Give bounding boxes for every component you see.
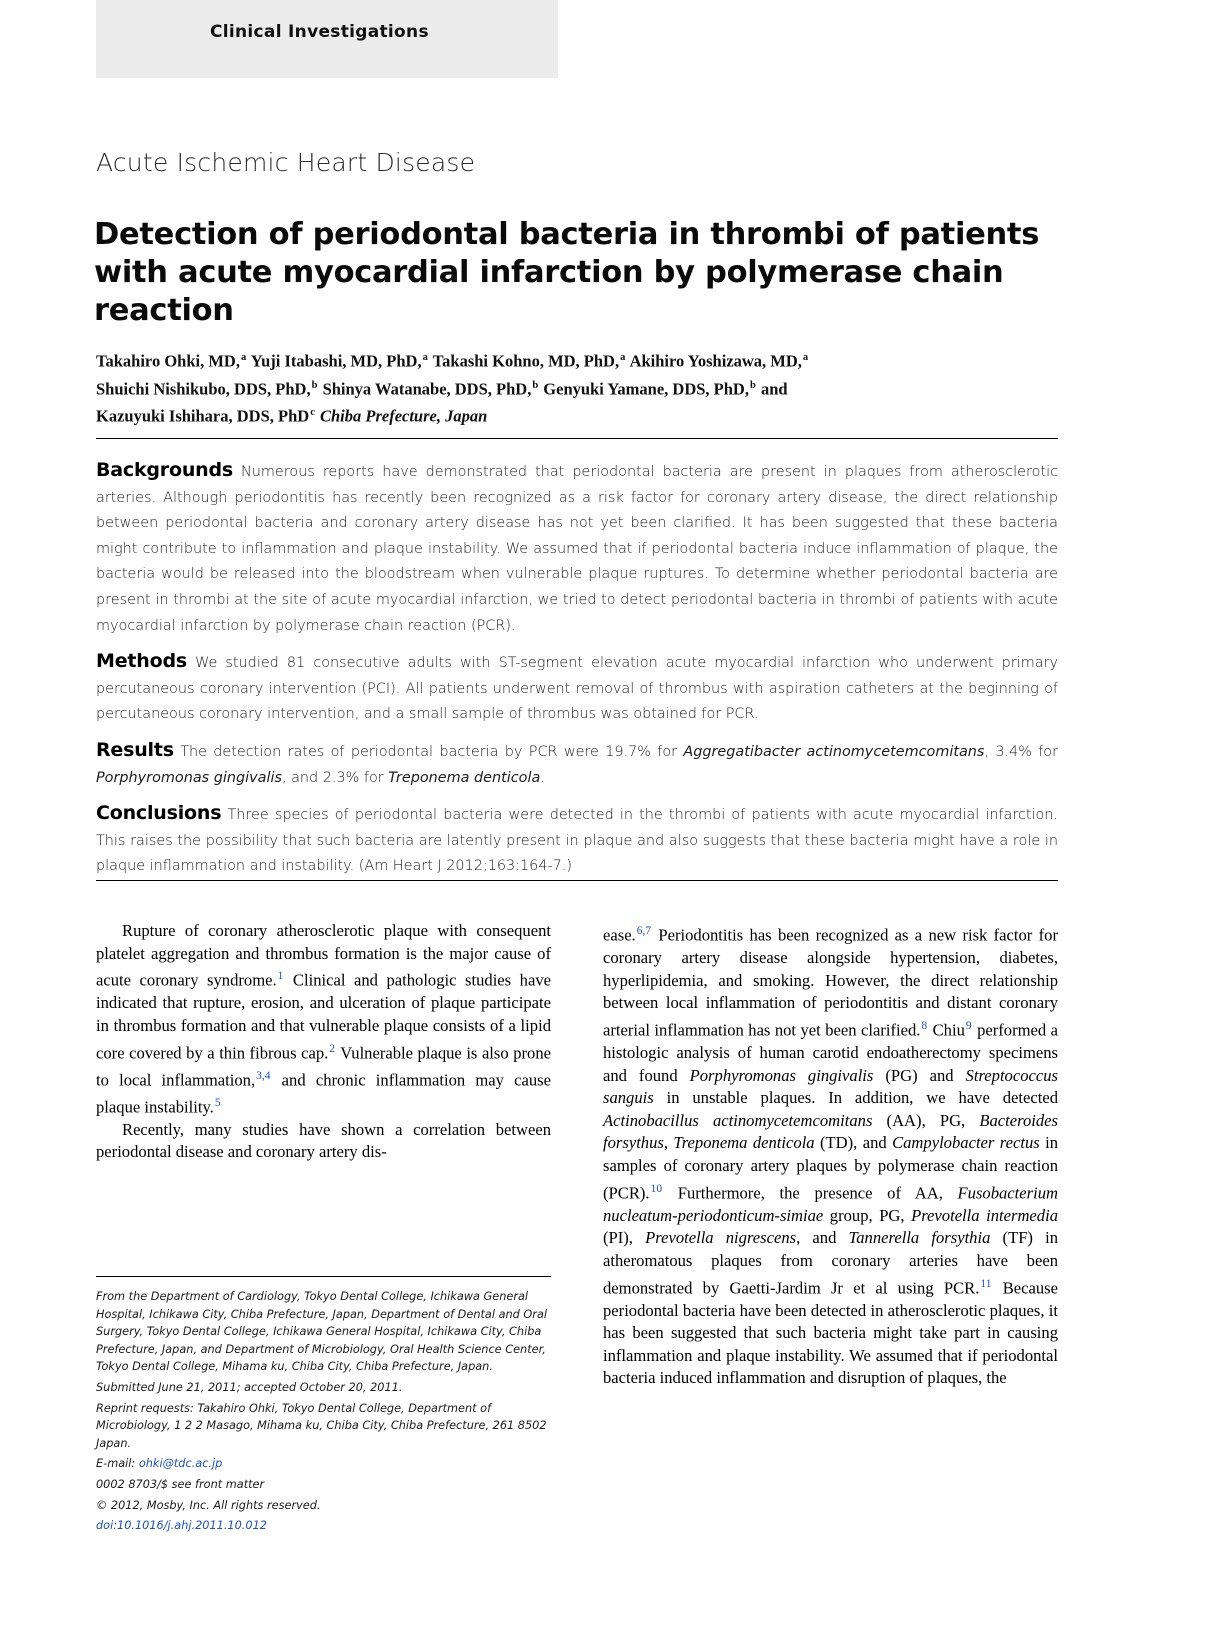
footnote-reprint: Reprint requests: Takahiro Ohki, Tokyo Dental College, Department of Microbiology, 1 2 2 Masago, Mihama ku, Chiba City, Chiba Prefecture, 261 8502 Japan. [96,1401,547,1450]
author-line-3: Kazuyuki Ishihara, DDS, PhD$^c$ Chiba Prefecture, Japan [96,406,488,426]
body-paragraph-2: Recently, many studies have shown a correlation between periodontal disease and coronary artery dis- [96,1119,551,1162]
abstract-conclusions-heading: Conclusions [96,802,222,825]
author-location: Chiba Prefecture, Japan [319,406,488,426]
doi-link[interactable]: 10.1016/j.ahj.2011.10.012 [117,1519,267,1533]
species-name: Actinobacillus actinomycetemcomitans [603,1110,873,1130]
footnote-affiliations: From the Department of Cardiology, Tokyo Dental College, Ichikawa General Hospital, Ichikawa City, Chiba Prefecture, Japan, Department of Dental and Oral Surgery, Tokyo Dental College, Ichikawa General Hospital, Ichikawa City, Chiba Prefecture, Japan, and Department of Microbiology, Oral Health Science Center, Tokyo Dental College, Mihama ku, Chiba City, Chiba Prefecture, Japan. [96,1290,548,1374]
body-column-left [96,920,551,1164]
body-paragraph-1: Rupture of coronary atherosclerotic plaque with consequent platelet aggregation and thrombus formation is the major cause of acute coronary syndrome.$^1$ Clinical and pathologic studies have indicated that rupture, erosion, and ulceration of plaque participate in thrombus formation and that vulnerable plaque consists of a lipid core covered by a thin fibrous cap.$^2$ Vulnerable plaque is also prone to local inflammation,$^{3,4}$ and chronic inflammation may cause plaque instability.$^5$ [96,921,551,1117]
abstract-backgrounds-text: Numerous reports have demonstrated that periodontal bacteria are present in plaques from atherosclerotic arteries. Although periodontitis has recently been recognized as a risk factor for coronary artery disease, the direct relationship between periodontal bacteria and coronary artery disease has not yet been clarified. It has been suggested that these bacteria might contribute to inflammation and plaque instability. We assumed that if periodontal bacteria induce inflammation of plaque, the bacteria would be released into the bloodstream when vulnerable plaque ruptures. To determine whether periodontal bacteria are present in thrombi at the site of acute myocardial infarction, we tried to detect periodontal bacteria in thrombi of patients with acute myocardial infarction by polymerase chain reaction (PCR). [96,464,1058,634]
species-name: Bacteroides forsythus [603,1110,1058,1153]
doi-label: doi: [96,1519,118,1533]
abstract-results-text-2: , 3.4% for [984,743,1058,760]
author-line-2: Shuichi Nishikubo, DDS, PhD,$^b$ Shinya Watanabe, DDS, PhD,$^b$ Genyuki Yamane, DDS, PhD,$^b$ and [96,379,788,398]
footnote-issn: 0002 8703/$ see front matter [96,1477,265,1491]
footnote-email-line [96,1455,556,1473]
abstract-backgrounds-heading: Backgrounds [96,459,233,481]
footnote-copyright: © 2012, Mosby, Inc. All rights reserved. [96,1498,321,1512]
abstract-methods-heading: Methods [96,650,187,673]
citation-link[interactable]: 1 [277,970,284,983]
abstract-results [96,738,1058,791]
footnote-doi-line [96,1517,556,1535]
footnote-divider [96,1276,551,1277]
species-name: Prevotella nigrescens [645,1228,797,1248]
author-list [96,346,1056,429]
abstract-conclusions-text: Three species of periodontal bacteria were detected in the thrombi of patients with acute myocardial infarction. This raises the possibility that such bacteria are latently present in plaque and also suggests that these bacteria might have a role in plaque inflammation and instability. (Am Heart J 2012;163:164-7.) [96,807,1059,875]
abstract-conclusions [96,801,1058,880]
citation-link[interactable]: 11 [980,1277,992,1290]
species-name: Campylobacter rectus [892,1133,1040,1153]
article-section-kicker: Acute Ischemic Heart Disease [96,148,476,177]
species-name: Prevotella intermedia [911,1205,1058,1225]
species-name: Streptococcus sanguis [603,1065,1058,1108]
citation-link[interactable]: 3,4 [256,1069,271,1082]
species-name: Tannerella forsythia [848,1228,991,1248]
species-name: Treponema denticola [388,769,541,786]
abstract-backgrounds [96,458,1058,639]
species-name: Fusobacterium nucleatum-periodonticum-simiae [603,1183,1058,1225]
abstract-results-heading: Results [96,738,174,761]
footnote-email-label: E-mail: [96,1457,139,1471]
citation-link[interactable]: 10 [650,1182,663,1195]
abstract [96,458,1058,890]
abstract-methods-text: We studied 81 consecutive adults with ST-segment elevation acute myocardial infarction who underwent primary percutaneous coronary intervention (PCI). All patients underwent removal of thrombus with aspiration catheters at the beginning of percutaneous coronary intervention, and a small sample of thrombus was obtained for PCR. [96,655,1058,723]
citation-link[interactable]: 9 [965,1019,972,1032]
species-name: Porphyromonas gingivalis [689,1065,874,1085]
species-name: Aggregatibacter actinomycetemcomitans [683,743,985,760]
citation-link[interactable]: 8 [921,1019,928,1032]
abstract-methods [96,649,1058,728]
abstract-results-text-1: The detection rates of periodontal bacteria by PCR were 19.7% for [180,743,684,760]
abstract-bottom-divider [96,880,1058,881]
citation-link[interactable]: 2 [329,1042,336,1055]
citation-link[interactable]: 5 [214,1096,221,1109]
body-column-right [603,920,1058,1390]
abstract-results-text-4: . [540,769,545,786]
species-name: Porphyromonas gingivalis [96,769,282,786]
abstract-results-text-3: , and 2.3% for [281,769,389,786]
journal-section-label: Clinical Investigations [210,22,429,42]
footnote-block [96,1288,556,1538]
page-title: Detection of periodontal bacteria in thrombi of patients with acute myocardial infarction by polymerase chain reaction [94,217,1040,329]
footnote-submitted: Submitted June 21, 2011; accepted October 20, 2011. [96,1380,403,1394]
species-name: Treponema denticola [673,1133,815,1153]
abstract-top-divider [96,438,1058,439]
citation-link[interactable]: 6,7 [636,925,652,937]
email-link[interactable]: ohki@tdc.ac.jp [138,1457,223,1471]
author-line-1: Takahiro Ohki, MD,$^a$ Yuji Itabashi, MD, PhD,$^a$ Takashi Kohno, MD, PhD,$^a$ Akihiro Yoshizawa, MD,$^a$ [96,351,809,371]
body-paragraph-3: ease.$^{6,7}$ Periodontitis has been recognized as a new risk factor for coronary artery disease alongside hypertension, diabetes, hyperlipidemia, and smoking. However, the direct relationship between local inflammation of periodontitis and distant coronary arterial inflammation has not yet been clarified.$^8$ Chiu$^9$ performed a histologic analysis of human carotid endoatherectomy specimens and found Porphyromonas gingivalis (PG) and Streptococcus sanguis in unstable plaques. In addition, we have detected Actinobacillus actinomycetemcomitans (AA), PG, Bacteroides forsythus, Treponema denticola (TD), and Campylobacter rectus in samples of coronary artery plaques by polymerase chain reaction (PCR).$^{10}$ Furthermore, the presence of AA, Fusobacterium nucleatum-periodonticum-simiae group, PG, Prevotella intermedia (PI), Prevotella nigrescens, and Tannerella forsythia (TF) in atheromatous plaques from coronary arteries have been demonstrated by Gaetti-Jardim Jr et al using PCR.$^{11}$ Because periodontal bacteria have been detected in atherosclerotic plaques, it has been suggested that such bacteria might take part in causing inflammation and plaque instability. We assumed that if periodontal bacteria induced inflammation and disruption of plaques, the [603,925,1059,1388]
